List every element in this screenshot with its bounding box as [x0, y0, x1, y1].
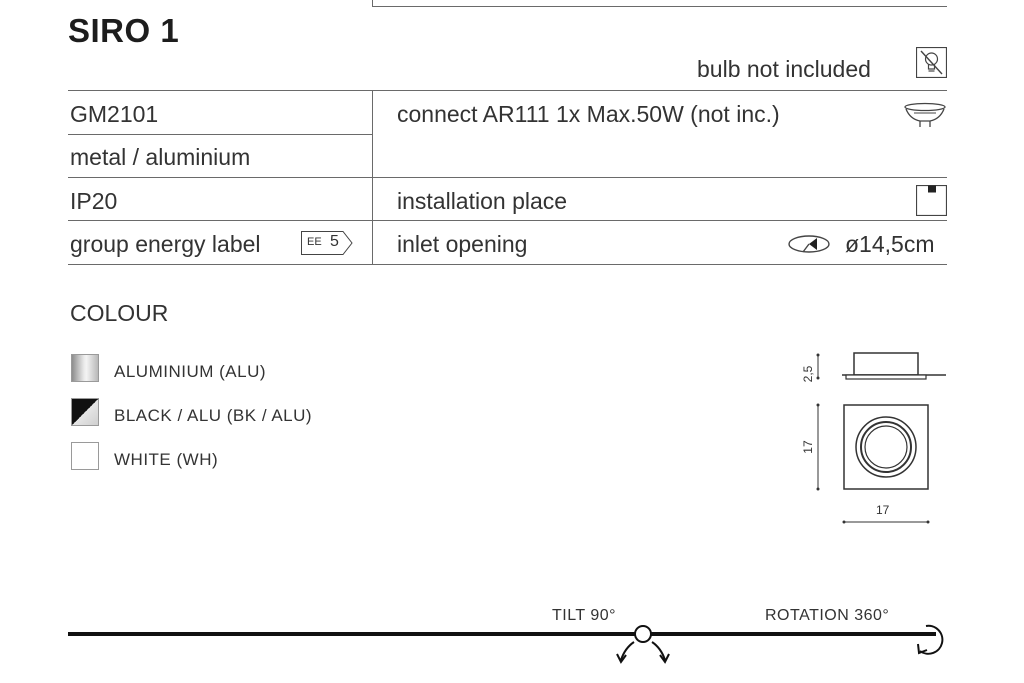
- energy-label-text: group energy label: [70, 231, 261, 257]
- tilt-rotation-bar: [68, 618, 958, 678]
- spec-rule-4: [68, 220, 947, 221]
- bulb-not-included-text: bulb not included: [697, 56, 871, 82]
- spec-column-divider: [372, 90, 373, 264]
- spec-rule-5: [68, 264, 947, 265]
- product-title: SIRO 1: [68, 12, 180, 49]
- dimension-depth: 17: [801, 440, 815, 454]
- inlet-diameter: ø14,5cm: [845, 231, 935, 257]
- inlet-opening-icon: [787, 233, 831, 255]
- rotation-label: ROTATION 360°: [765, 607, 890, 624]
- dimension-drawing: [790, 345, 950, 530]
- swatch-white: [71, 442, 99, 470]
- ip-rating: IP20: [70, 188, 118, 214]
- ar111-bulb-icon: [902, 101, 948, 131]
- spec-rule-2: [68, 134, 372, 135]
- dimension-width: 17: [876, 503, 890, 517]
- swatch-black-alu: [71, 398, 99, 426]
- tilt-label: TILT 90°: [552, 607, 617, 624]
- dimension-height: 2,5: [801, 365, 815, 383]
- colour-heading: COLOUR: [70, 300, 169, 326]
- energy-badge-value: 5: [330, 233, 339, 250]
- installation-text: installation place: [397, 188, 568, 214]
- ceiling-install-icon: [916, 185, 947, 216]
- bulb-crossed-icon: [916, 47, 947, 78]
- colour-black-alu-label: BLACK / ALU (BK / ALU): [114, 406, 313, 425]
- connect-text: connect AR111 1x Max.50W (not inc.): [397, 101, 780, 127]
- colour-white-label: WHITE (WH): [114, 450, 219, 469]
- spec-rule-1: [68, 90, 947, 91]
- inlet-text: inlet opening: [397, 231, 528, 257]
- material-text: metal / aluminium: [70, 144, 251, 170]
- spec-rule-3: [68, 177, 947, 178]
- product-code: GM2101: [70, 101, 159, 127]
- colour-aluminium-label: ALUMINIUM (ALU): [114, 362, 267, 381]
- swatch-aluminium: [71, 354, 99, 382]
- top-rule: [372, 6, 947, 7]
- energy-badge-prefix: EE: [307, 236, 322, 248]
